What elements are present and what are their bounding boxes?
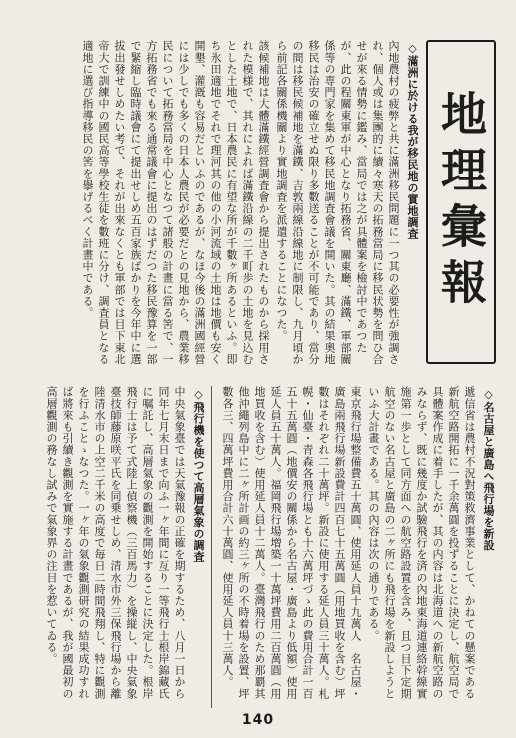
page-number: 140 [241, 712, 275, 728]
article-airfields-paragraph-2: 東京飛行場整備費五十萬圓、使用延人員十九萬人 名古屋・廣島兩飛行場新設費計四百七十五萬圓（用地買收を含む）坪數はそれぞれ二十萬坪。新設に使用する延人員三十萬人。札幌・仙臺・青森各飛行場とも十六萬坪づゝ此の費用合計一百五十五萬圓（地價安の關係から名古屋・廣島より低額）使用延人員五十萬人。福岡飛行場増築一十萬坪費用二百萬圓（用地買收を含む）使用延人員十二萬人。臺灣飛行のため那覇其他沖繩列島中に二ヶ所計画の約三ヶ所の不時着場を設置、坪數各三、四萬坪費用合計六十萬圓、使用延人員十三萬人。 [221, 386, 362, 700]
article-manchuria-survey [77, 40, 420, 370]
article-manchuria-paragraph-2: 該候補地は大體滿鐵經營調査會から提出されたものから採用された模様で、其れによれば滿鐵沿線の二千町歩の土地を見込むとした土地で、日本農民に有望な所が千數ヶ所あるといふ。即ち氷田適地でそれで理河其の他の小河流域の土地は地價も安く開墾、灌漑も容易だといふのであるが、なほ今後の滿洲國經營には少しでも多くの日本人農民が必要だとの見地から、農業移民について拓務當局を中心となつて諸般の計畫に當る筈で、一方拓務省でも來る通常議會に提出のはずだつた移民豫算を一部で緊縮し臨時議會にて提出せしめ五百家族ばかりを今年中に選拔出發せしめたい考で、それが出來なくとも軍部では目下東北帝大で訓練中の國民高等學校生徒を數班に分け、調査員となる適地に選び指導移民の筈を擧げるべく計畫中である。 [81, 40, 270, 365]
lower-tier [20, 386, 496, 708]
article-new-airfields [217, 386, 496, 704]
column-divider [211, 386, 212, 708]
page-title: 地理彙報 [434, 90, 488, 314]
heading-high-altitude-weather: ◇飛行機を使つて高層氣象の調査 [192, 388, 205, 563]
title-box [426, 40, 496, 364]
article-high-altitude-weather [41, 386, 206, 704]
article-weather-paragraph-1: 中央氣象臺では天氣豫報の正確を期するため、八月一日から同年七月末日まで向ふ一ヶ年間に亙り一等飛行士根岸錦藏氏に嘱託し、高層氣象の觀測を開始することに決定した。根岸飛行士は予て式陸上偵察機（三百馬力）を操縦し、中央氣象臺技師藤原咲平氏を同乗せしめ、清水市外三保飛行場から離陸清水市の上空二千米の高度で毎日二時間飛翔し、特に觀測を行ふことゝなつた。一ヶ年の氣象觀測研究の結果成功すれば將來も引續き觀測を實施する計畫であるが、我が國最初の高層觀測の務なし試みで氣象界の注目を惹いてゐる。 [45, 386, 186, 700]
article-manchuria-paragraph-1: 內地農村の疲弊と共に滿洲移民問題に一つ其の必要性が強調され、個人或は集團的に續々寒天の拓務當局に移民状勢を問ひ合せが來る情勢に鑑み、當局では之が具體案を檢討中であつたが、此の程關東軍が中心となり拓務省、關東廳、滿鐵、軍部關係等の専門家を集めて移民地調査會議を開いた。其の結果奧地移民は治安の確立せぬ限り多數送ることが不可能であり、當分の間は移民候補地を滿鐵、吉敦兩線沿線地に制限し、九月頃から前記各關係機關より實地調査を派遣することになつた。 [275, 40, 400, 365]
article-airfields-paragraph-1: 遞信省は農村不況對策救濟事業として、かねての懸案である新航空路開拓に一千余萬圓を投ずることに決定し、航空局で具體案作成に着手したが、其の内容は北海道への新航空路のみならず、既に幾度か試驗飛行を済の內地東海道連絡幹線實施第一歩として同方面への航空路設置を含み、且つ目下定期航空のない名古屋と廣島の二ヶ所にも飛行場を新設しようといふ大計畫である。其の內容は次の通りである。 [367, 386, 476, 700]
heading-new-airfields: ◇名古屋と廣島へ飛行場を新設 [482, 388, 495, 551]
heading-manchuria-survey: ◇滿洲に於ける我が移民地の實地調査 [406, 42, 419, 240]
upper-tier [20, 40, 496, 378]
